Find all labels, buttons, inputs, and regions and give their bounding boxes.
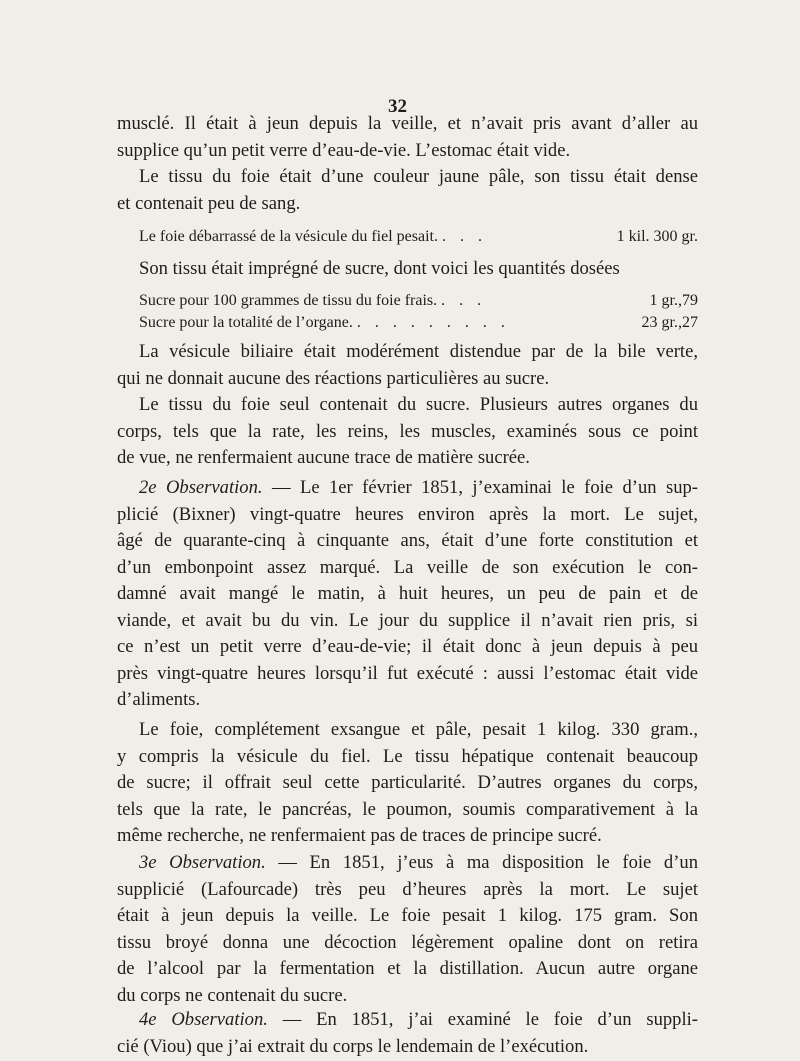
- text-line: y compris la vésicule du fiel. Le tissu hépatique contenait beaucoup: [117, 745, 698, 767]
- text-line: d’un embonpoint assez marqué. La veille de son exécution le con-: [117, 556, 698, 578]
- observation-heading: 2e Observation.: [139, 477, 263, 498]
- sugar-table: [117, 290, 698, 334]
- paragraph-2: [117, 339, 698, 472]
- sugar-row: [117, 290, 698, 312]
- paragraph-3: [117, 717, 698, 850]
- text-line: supplice qu’un petit verre d’eau-de-vie. L’estomac était vide.: [117, 139, 571, 161]
- leader-dots: . . . . . . . . .: [356, 314, 510, 331]
- weight-line: [117, 226, 698, 248]
- text-line: Le tissu du foie était d’une couleur jaune pâle, son tissu était dense: [139, 166, 698, 187]
- text-line: 4e Observation. — En 1851, j’ai examiné le foie d’un suppli-: [139, 1009, 698, 1030]
- sugar-row: [117, 312, 698, 334]
- text-line: et contenait peu de sang.: [117, 192, 301, 214]
- observation-2: [117, 475, 698, 714]
- sugar-row-label: Sucre pour 100 grammes de tissu du foie frais.: [139, 292, 438, 309]
- text-line: de vue, ne renfermaient aucune trace de matière sucrée.: [117, 447, 530, 468]
- text-line: tissu broyé donna une décoction légèrement opaline dont on retira: [117, 931, 698, 953]
- text-line: 3e Observation. — En 1851, j’eus à ma disposition le foie d’un: [139, 852, 698, 873]
- observation-heading: 4e Observation.: [139, 1009, 268, 1030]
- text-line: 2e Observation. — Le 1er février 1851, j’examinai le foie d’un sup-: [139, 477, 698, 498]
- sugar-row-label: Sucre pour la totalité de l’organe.: [139, 314, 353, 331]
- sugar-row-value: 23 gr.,27: [641, 314, 698, 331]
- text-line: plicié (Bixner) vingt-quatre heures environ après la mort. Le sujet,: [117, 503, 698, 525]
- text-line: de l’alcool par la fermentation et la distillation. Aucun autre organe: [117, 958, 698, 979]
- text-line: de sucre; il offrait seul cette particularité. D’autres organes du corps,: [117, 772, 698, 793]
- text-line: ce n’est un petit verre d’eau-de-vie; il était donc à jeun depuis à peu: [117, 636, 698, 657]
- leader-dots: . . .: [441, 292, 487, 309]
- text-line: tels que la rate, le pancréas, le poumon, soumis comparativement à la: [117, 798, 698, 820]
- text-line: corps, tels que la rate, les reins, les muscles, examinés sous ce point: [117, 420, 698, 442]
- weight-label: Le foie débarrassé de la vésicule du fiel pesait.: [139, 228, 438, 245]
- paragraph-1: [117, 111, 698, 217]
- leader-dots: . . .: [441, 228, 487, 245]
- text-line: viande, et avait bu du vin. Le jour du supplice il n’avait rien pris, si: [117, 609, 698, 631]
- text-line: damné avait mangé le matin, à huit heures, un peu de pain et de: [117, 583, 698, 604]
- observation-heading: 3e Observation.: [139, 852, 266, 873]
- text-line: supplicié (Lafourcade) très peu d’heures après la mort. Le sujet: [117, 878, 698, 900]
- text-line: même recherche, ne renfermaient pas de traces de principe sucré.: [117, 825, 602, 846]
- sugar-row-value: 1 gr.,79: [649, 292, 698, 309]
- text-line: Le tissu du foie seul contenait du sucre. Plusieurs autres organes du: [139, 394, 698, 415]
- text-line: près vingt-quatre heures lorsqu’il fut exécuté : aussi l’estomac était vide: [117, 662, 698, 684]
- text-line: qui ne donnait aucune des réactions particulières au sucre.: [117, 367, 550, 389]
- weight-value: 1 kil. 300 gr.: [616, 228, 698, 245]
- text-line: Son tissu était imprégné de sucre, dont voici les quantités dosées: [139, 258, 620, 279]
- page-number: 32: [388, 96, 407, 117]
- text-line: était à jeun depuis la veille. Le foie pesait 1 kilog. 175 gram. Son: [117, 905, 698, 926]
- text-line: Le foie, complétement exsangue et pâle, pesait 1 kilog. 330 gram.,: [139, 719, 698, 740]
- text-line: d’aliments.: [117, 689, 201, 710]
- sugar-intro: [117, 256, 698, 283]
- observation-3: [117, 850, 698, 1009]
- observation-4: [117, 1007, 698, 1060]
- text-line: cié (Viou) que j’ai extrait du corps le lendemain de l’exécution.: [117, 1035, 589, 1057]
- text-line: âgé de quarante-cinq à cinquante ans, était d’une forte constitution et: [117, 530, 698, 551]
- text-line: du corps ne contenait du sucre.: [117, 984, 348, 1006]
- text-line: musclé. Il était à jeun depuis la veille, et n’avait pris avant d’aller au: [117, 113, 698, 134]
- text-line: La vésicule biliaire était modérément distendue par de la bile verte,: [139, 341, 698, 362]
